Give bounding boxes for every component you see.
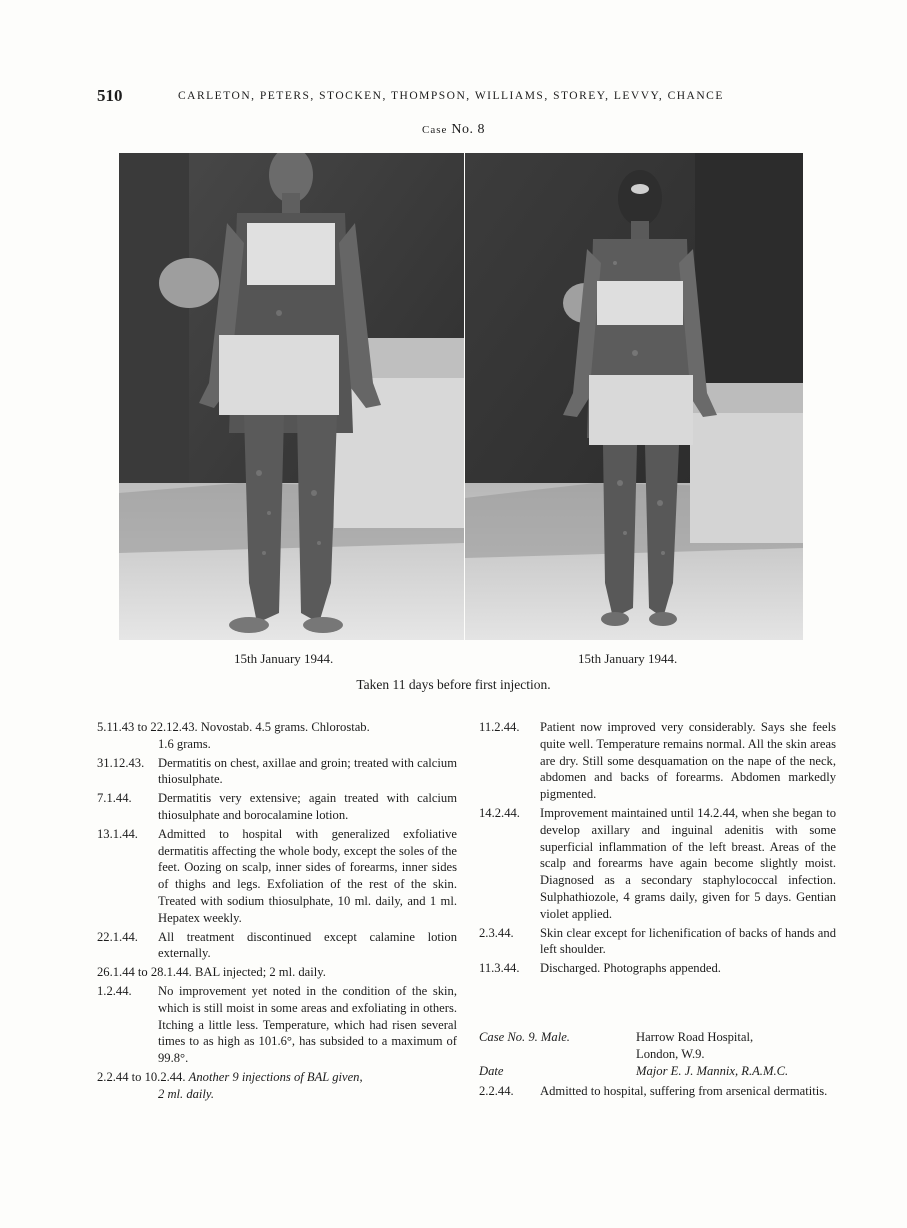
entry [479, 925, 836, 959]
entry [97, 929, 457, 963]
left-column [97, 719, 457, 1105]
entry [97, 719, 457, 753]
entry-date: 2.2.44 to 10.2.44. [97, 1069, 186, 1084]
entry [97, 964, 457, 981]
entry-text: Patient now improved very considerably. Says she feels quite well. Temperature remains normal. All the skin areas are dry. Still some desquamation on the nape of the neck, abdomen and backs of forearms. Abdomen markedly pigmented. [540, 720, 836, 802]
entry [97, 826, 457, 927]
entry-text: BAL injected; 2 ml. daily. [194, 965, 326, 980]
entry-text: Admitted to hospital with generalized exfoliative dermatitis affecting the whole body, except the soles of the feet. Oozing on scalp, inner sides of forearms, inner sides of thighs and legs. Exfoliation of the rest of the skin. Treated with sodium thiosulphate, 10 ml. daily, and 1 ml. Hepatex weekly. [158, 826, 457, 925]
entry-date: 14.2.44. [479, 805, 520, 820]
entry [479, 1083, 836, 1100]
entry-date: 13.1.44. [97, 826, 138, 841]
entry-date: 11.2.44. [479, 720, 520, 734]
running-head: CARLETON, PETERS, STOCKEN, THOMPSON, WILLIAMS, STOREY, LEVVY, CHANCE [178, 90, 724, 102]
entry-text: Dermatitis on chest, axillae and groin; treated with calcium thiosulphate. [158, 755, 457, 787]
entry-text: 1.6 grams. [158, 736, 211, 751]
case-number: No. 8 [451, 122, 485, 137]
page-number: 510 [97, 86, 123, 105]
entry [97, 755, 457, 789]
case9-label: Case No. 9. Male. [479, 1030, 570, 1044]
entry-date: 2.3.44. [479, 925, 514, 940]
entry-text: All treatment discontinued except calamine lotion externally. [158, 929, 457, 961]
entry-date: 5.11.43 to 22.12.43. [97, 720, 198, 734]
entry-text: Discharged. Photographs appended. [540, 961, 721, 976]
figure-note: Taken 11 days before first injection. [356, 677, 551, 692]
entry [479, 805, 836, 923]
photo-back-view [465, 153, 803, 640]
case9-hospital: Harrow Road Hospital, [636, 1030, 754, 1044]
entry-date: 31.12.43. [97, 755, 145, 770]
entry-text: 2 ml. daily. [158, 1086, 214, 1101]
case-prefix: Case [421, 124, 448, 136]
case-9-block [479, 1029, 836, 1102]
entry-text: Skin clear except for lichenification of backs of hands and left shoulder. [540, 925, 836, 957]
caption-back: 15th January 1944. [578, 651, 678, 666]
entry-date: 7.1.44. [97, 791, 132, 806]
caption-front: 15th January 1944. [234, 651, 334, 666]
entry-date: 2.2.44. [479, 1084, 514, 1099]
entry-text: Improvement maintained until 14.2.44, when she began to develop axillary and inguinal adenitis with some superficial inflammation of the left breast. Areas of the scalp and forearms have again become slightly moist. Diagnosed as a secondary staphylococcal infection. Sulphathiozole, 4 grams daily, given for 5 days. Gentian violet applied. [540, 805, 836, 921]
entry-text: Admitted to hospital, suffering from arsenical dermatitis. [540, 1084, 828, 1099]
case9-date-label: Date [479, 1063, 504, 1078]
entry-text: Another 9 injections of BAL given, [188, 1069, 363, 1084]
entry-date: 22.1.44. [97, 929, 138, 944]
entry-text: Dermatitis very extensive; again treated with calcium thiosulphate and borocalamine lotion. [158, 791, 457, 822]
right-column [479, 719, 836, 979]
case9-address: London, W.9. [636, 1046, 705, 1061]
entry-text: Novostab. 4.5 grams. Chlorostab. [200, 720, 370, 734]
entry [97, 790, 457, 824]
case-heading [0, 122, 907, 138]
entry-date: 26.1.44 to 28.1.44. [97, 965, 192, 980]
entry [479, 960, 836, 977]
entry-text: No improvement yet noted in the condition of the skin, which is still moist in some areas and exfoliating in others. Itching a little less. Temperature, which had risen several times to as high as 101.6°, has subsided to a maximum of 99.8°. [158, 983, 457, 1066]
entry-date: 1.2.44. [97, 983, 132, 998]
entry [479, 719, 836, 803]
case9-physician: Major E. J. Mannix, R.A.M.C. [636, 1063, 789, 1078]
entry-date: 11.3.44. [479, 961, 520, 976]
entry [97, 983, 457, 1067]
entry [97, 1069, 457, 1103]
photo-front-view [119, 153, 464, 640]
